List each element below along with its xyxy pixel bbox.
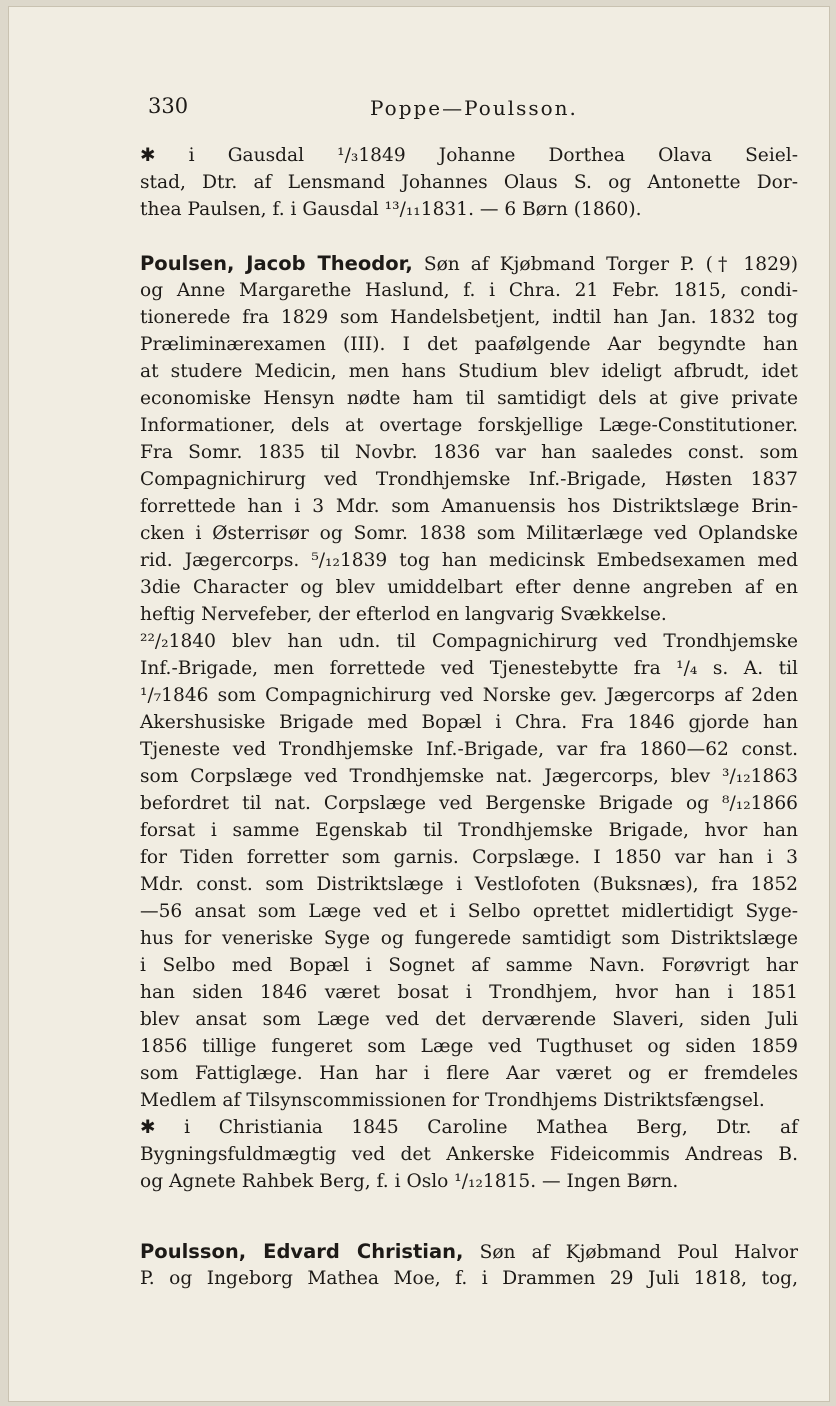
text-line: P. og Ingeborg Mathea Moe, f. i Drammen 29 Juli 1818, tog,	[140, 1268, 798, 1289]
text-line: i Selbo med Bopæl i Sognet af samme Navn. Forøvrigt har	[140, 955, 798, 976]
text-line: Mdr. const. som Distriktslæge i Vestlofoten (Buksnæs), fra 1852	[140, 874, 798, 895]
text-line: Fra Somr. 1835 til Novbr. 1836 var han saaledes const. som	[140, 442, 798, 463]
text-line: rid. Jægercorps. ⁵/₁₂1839 tog han medicinsk Embedsexamen med	[140, 550, 798, 571]
text-line: Compagnichirurg ved Trondhjemske Inf.-Brigade, Høsten 1837	[140, 469, 798, 490]
text-line: ¹/₇1846 som Compagnichirurg ved Norske gev. Jægercorps af 2den	[140, 685, 798, 706]
text-line: for Tiden forretter som garnis. Corpslæge. I 1850 var han i 3	[140, 847, 798, 868]
text-line: og Agnete Rahbek Berg, f. i Oslo ¹/₁₂1815. — Ingen Børn.	[140, 1171, 679, 1192]
text-line: stad, Dtr. af Lensmand Johannes Olaus S. og Antonette Dor-	[140, 172, 798, 193]
text-line: Bygningsfuldmægtig ved det Ankerske Fideicommis Andreas B.	[140, 1144, 798, 1165]
text-line: ✱ i Christiania 1845 Caroline Mathea Berg, Dtr. af	[140, 1117, 798, 1138]
page-header	[148, 94, 788, 124]
text-line: Tjeneste ved Trondhjemske Inf.-Brigade, var fra 1860—62 const.	[140, 739, 798, 760]
entry-heading-line: Poulsen, Jacob Theodor, Søn af Kjøbmand Torger P. († 1829)	[140, 252, 798, 275]
text-line: Præliminærexamen (III). I det paafølgende Aar begyndte han	[140, 334, 798, 355]
text-line: 1856 tillige fungeret som Læge ved Tugthuset og siden 1859	[140, 1036, 798, 1057]
page-number: 330	[148, 94, 189, 118]
text-line: Inf.-Brigade, men forrettede ved Tjenestebytte fra ¹/₄ s. A. til	[140, 658, 798, 679]
text-line: economiske Hensyn nødte ham til samtidigt dels at give private	[140, 388, 798, 409]
text-line: han siden 1846 været bosat i Trondhjem, hvor han i 1851	[140, 982, 798, 1003]
book-page	[8, 6, 830, 1402]
text-line: 3die Character og blev umiddelbart efter denne angreben af en	[140, 577, 798, 598]
text-line: ²²/₂1840 blev han udn. til Compagnichirurg ved Trondhjemske	[140, 631, 798, 652]
entry-heading-line: Poulsson, Edvard Christian, Søn af Kjøbmand Poul Halvor	[140, 1240, 799, 1263]
text-line: som Fattiglæge. Han har i flere Aar været og er fremdeles	[140, 1063, 798, 1084]
text-line: og Anne Margarethe Haslund, f. i Chra. 21 Febr. 1815, condi-	[140, 280, 798, 301]
text-line: —56 ansat som Læge ved et i Selbo oprettet midlertidigt Syge-	[140, 901, 798, 922]
entry-name: Poulsen, Jacob Theodor,	[140, 252, 413, 275]
text-line: tionerede fra 1829 som Handelsbetjent, indtil han Jan. 1832 tog	[140, 307, 798, 328]
text-line: forrettede han i 3 Mdr. som Amanuensis hos Distriktslæge Brin-	[140, 496, 798, 517]
text-line: Medlem af Tilsynscommissionen for Trondhjems Distriktsfængsel.	[140, 1090, 765, 1111]
text-line: forsat i samme Egenskab til Trondhjemske Brigade, hvor han	[140, 820, 798, 841]
text-line: blev ansat som Læge ved det derværende Slaveri, siden Juli	[140, 1009, 798, 1030]
text-line: ✱ i Gausdal ¹/₃1849 Johanne Dorthea Olava Seiel-	[140, 145, 798, 166]
text-line: cken i Østerrisør og Somr. 1838 som Militærlæge ved Oplandske	[140, 523, 798, 544]
text-line: Akershusiske Brigade med Bopæl i Chra. Fra 1846 gjorde han	[140, 712, 798, 733]
text-line: heftig Nervefeber, der efterlod en langvarig Svækkelse.	[140, 604, 667, 625]
text-line: som Corpslæge ved Trondhjemske nat. Jægercorps, blev ³/₁₂1863	[140, 766, 798, 787]
text-line: at studere Medicin, men hans Studium blev ideligt afbrudt, idet	[140, 361, 798, 382]
text-line: Informationer, dels at overtage forskjellige Læge-Constitutioner.	[140, 415, 798, 436]
running-head: Poppe—Poulsson.	[370, 96, 578, 120]
text-line: befordret til nat. Corpslæge ved Bergenske Brigade og ⁸/₁₂1866	[140, 793, 798, 814]
text-line: thea Paulsen, f. i Gausdal ¹³/₁₁1831. — 6 Børn (1860).	[140, 199, 642, 220]
text-line: hus for veneriske Syge og fungerede samtidigt som Distriktslæge	[140, 928, 798, 949]
entry-name: Poulsson, Edvard Christian,	[140, 1240, 464, 1263]
